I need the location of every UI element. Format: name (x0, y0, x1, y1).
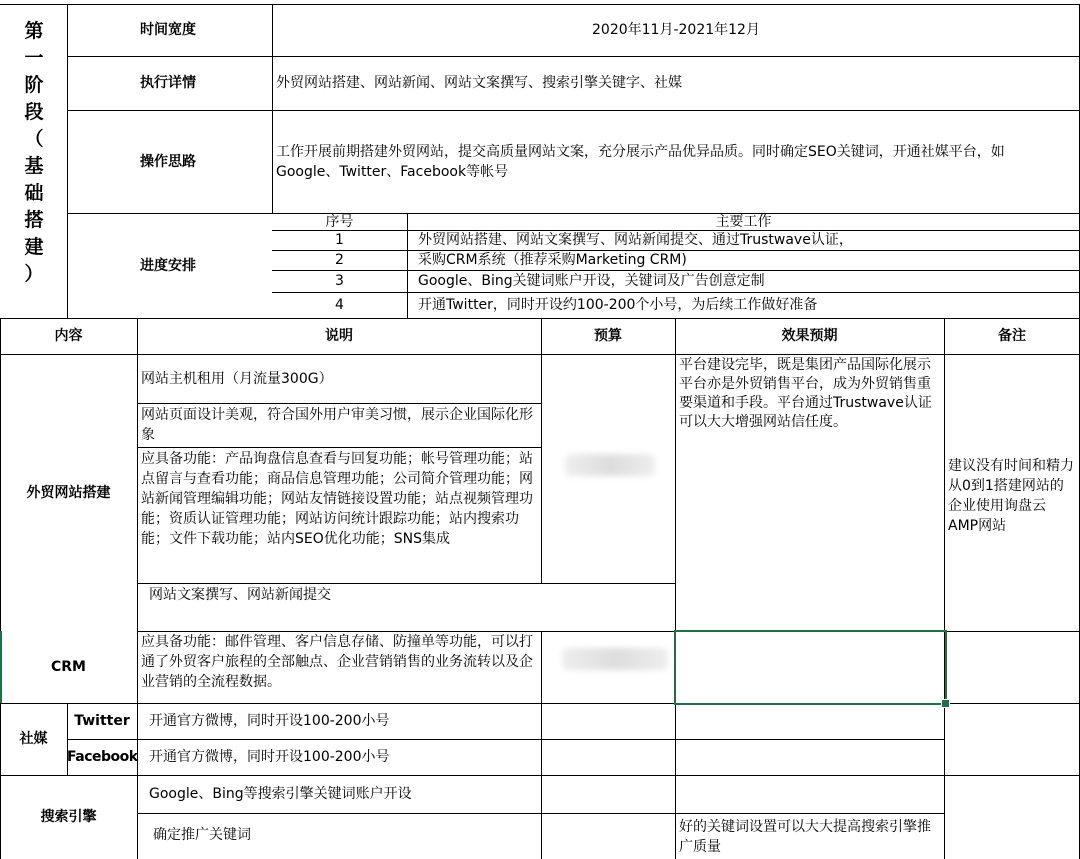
time-value: 2020年11月-2021年12月 (592, 22, 760, 38)
budget-blurred-crm (562, 648, 668, 670)
progress-row-no: 4 (335, 297, 344, 313)
header-content: 内容 (54, 328, 83, 344)
fill-handle[interactable] (941, 699, 950, 708)
stage-char: 础 (24, 182, 44, 204)
progress-row-work: 采购CRM系统（推荐采购Marketing CRM) (418, 252, 687, 268)
twitter-desc: 开通官方微博，同时开设100-200小号 (149, 713, 390, 729)
header-desc: 说明 (325, 328, 353, 344)
progress-header-work: 主要工作 (715, 214, 772, 230)
site-effect: 平台建设完毕，既是集团产品国际化展示平台亦是外贸销售平台，成为外贸销售重要渠道和手段。平台通过Trustwave认证可以大大增强网站信任度。 (679, 357, 932, 430)
site-desc-design: 网站页面设计美观，符合国外用户审美习惯，展示企业国际化形象 (141, 407, 533, 443)
header-effect: 效果预期 (781, 328, 838, 344)
stage-char: ） (24, 263, 44, 285)
stage-char: 一 (24, 47, 44, 69)
site-desc-hosting: 网站主机租用（月流量300G） (141, 370, 333, 387)
exec-label: 执行详情 (140, 75, 196, 91)
search-label: 搜索引擎 (40, 809, 97, 825)
progress-row-no: 3 (335, 273, 344, 289)
progress-row-no: 1 (335, 232, 344, 248)
facebook-desc: 开通官方微博，同时开设100-200小号 (149, 749, 390, 765)
progress-row-work: 开通Twitter，同时开设约100-200个小号，为后续工作做好准备 (418, 297, 818, 313)
progress-row-work: 外贸网站搭建、网站文案撰写、网站新闻提交、通过Trustwave认证， (418, 232, 853, 248)
op-value: 工作开展前期搭建外贸网站，提交高质量网站文案，充分展示产品优异品质。同时确定SEO关键词，开通社媒平台，如Google、Twitter、Facebook等帐号 (276, 143, 1005, 180)
exec-value: 外贸网站搭建、网站新闻、网站文案撰写、搜索引擎关键字、社媒 (276, 75, 682, 91)
header-note: 备注 (998, 328, 1026, 344)
site-desc-content: 网站文案撰写、网站新闻提交 (149, 587, 331, 603)
stage-char: 建 (24, 236, 44, 258)
stage-char: 搭 (24, 209, 44, 231)
social-label: 社媒 (19, 731, 48, 747)
budget-blurred (565, 454, 655, 476)
op-label: 操作思路 (140, 153, 196, 170)
search-desc-keywords: 确定推广关键词 (153, 827, 251, 843)
facebook-label: Facebook (67, 749, 138, 765)
twitter-label: Twitter (74, 713, 130, 729)
crm-label: CRM (0, 631, 137, 703)
stage-char: 第 (24, 20, 44, 42)
row-header-highlight (0, 631, 2, 703)
site-note: 建议没有时间和精力从0到1搭建网站的企业使用询盘云AMP网站 (948, 458, 1074, 534)
stage-char: （ (24, 128, 44, 150)
site-desc-functions: 应具备功能：产品询盘信息查看与回复功能；帐号管理功能；站点留言与查看功能；商品信息管理功能；公司简介管理功能；网站新闻管理编辑功能；网站友情链接设置功能；站点视频管理功能；资质认证管理功能；网站访问统计跟踪功能；站内搜索功能；文件下载功能；站内SEO优化功能；SNS集成 (141, 451, 533, 547)
stage-char: 阶 (24, 74, 44, 96)
stage-char: 段 (24, 101, 44, 123)
stage-title (18, 18, 50, 288)
progress-header-no: 序号 (325, 214, 354, 230)
crm-desc: 应具备功能：邮件管理、客户信息存储、防撞单等功能，可以打通了外贸客户旅程的全部触点、企业营销销售的业务流转以及企业营销的全流程数据。 (141, 634, 533, 690)
progress-label: 进度安排 (140, 257, 196, 274)
progress-row-work: Google、Bing关键词账户开设，关键词及广告创意定制 (418, 273, 765, 289)
progress-row-no: 2 (335, 252, 344, 268)
time-label: 时间宽度 (140, 22, 196, 38)
site-label: 外贸网站搭建 (26, 484, 111, 501)
stage-char: 基 (24, 155, 44, 177)
search-effect: 好的关键词设置可以大大提高搜索引擎推广质量 (679, 819, 931, 855)
header-budget: 预算 (594, 328, 622, 344)
selected-cell[interactable] (674, 630, 947, 705)
search-desc-accounts: Google、Bing等搜索引擎关键词账户开设 (149, 786, 412, 802)
